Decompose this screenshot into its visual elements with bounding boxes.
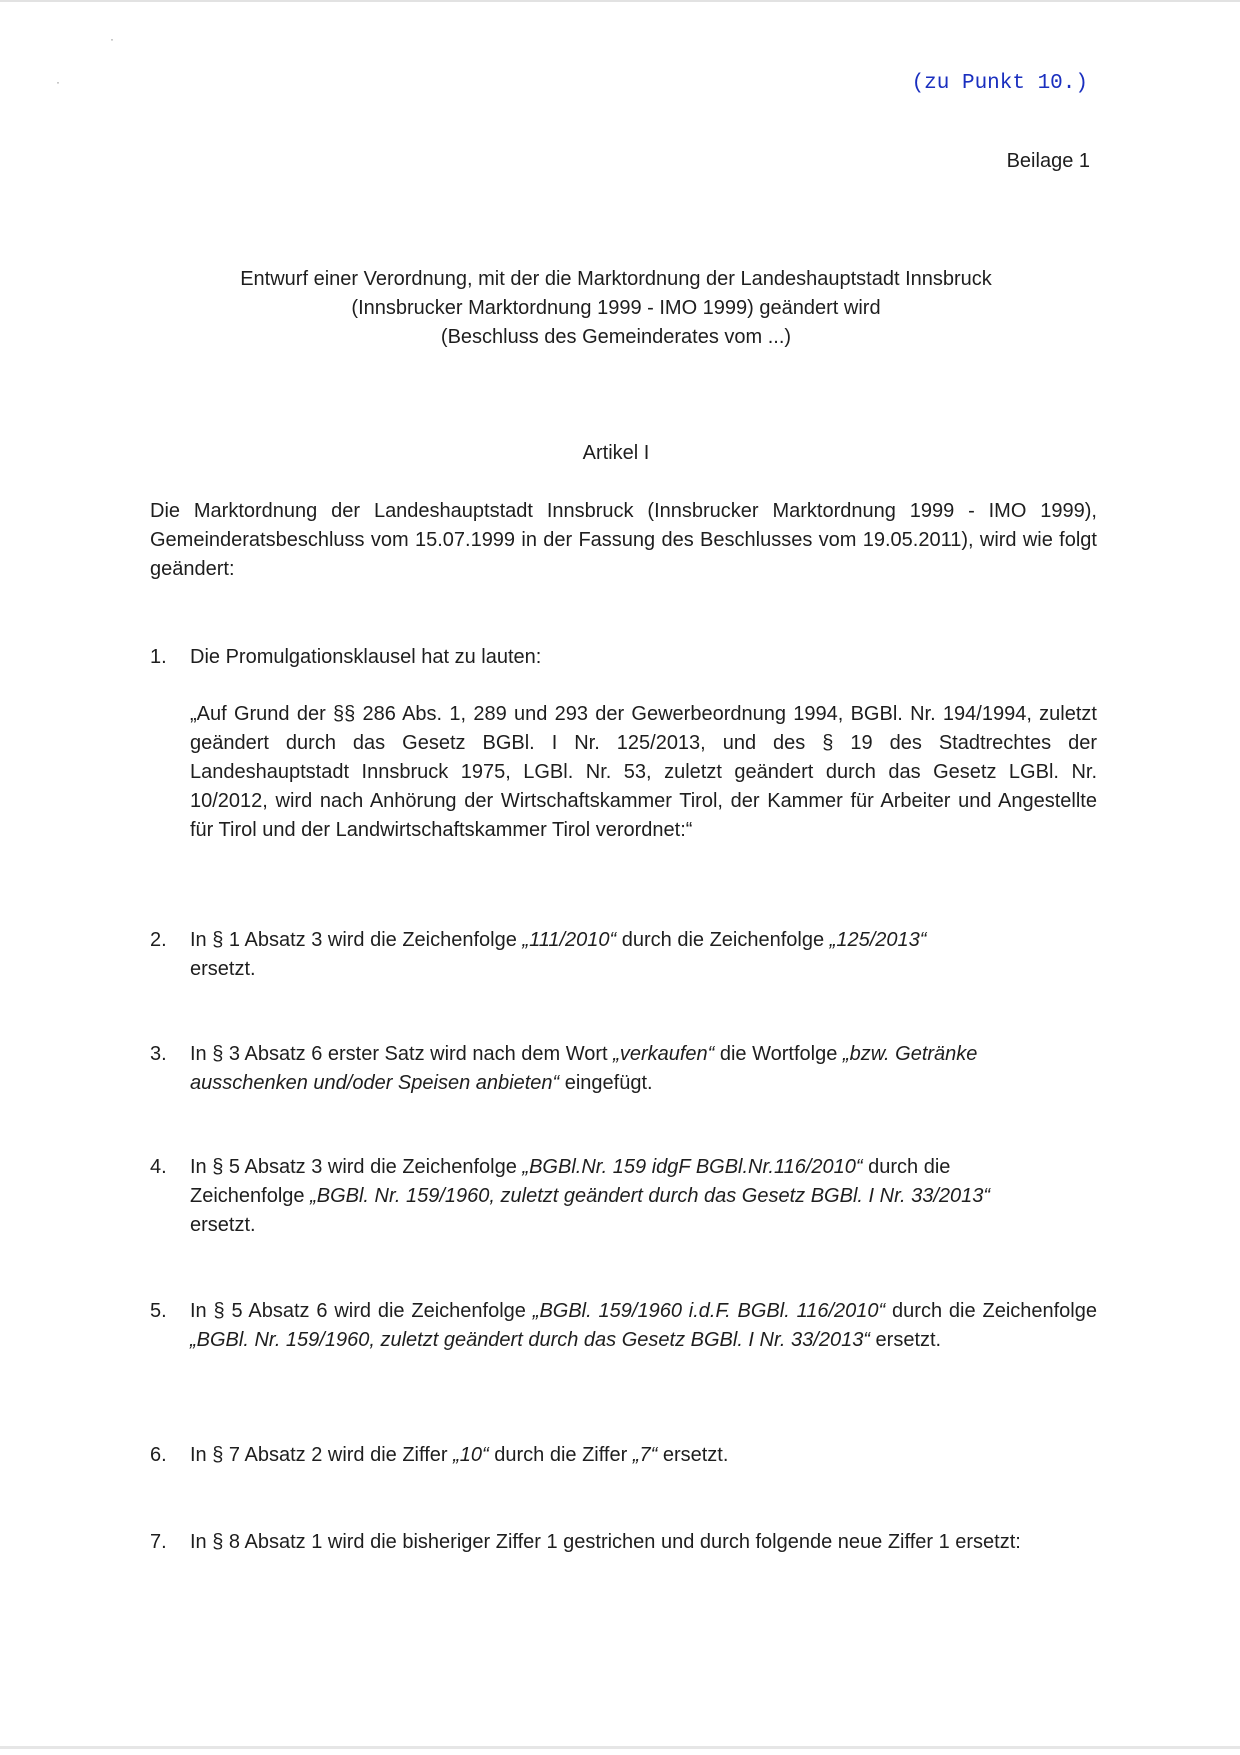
item-text-part: ersetzt.	[869, 1329, 942, 1351]
item-number: 3.	[150, 1043, 167, 1065]
list-item-6	[150, 1441, 1097, 1470]
article-heading: Artikel I	[582, 442, 650, 464]
document-title	[150, 265, 1082, 352]
item-text-part: durch die Zeichenfolge	[885, 1300, 1097, 1322]
item-text	[190, 1441, 1097, 1470]
list-item-2	[150, 926, 1097, 984]
scan-edge-top	[0, 0, 1240, 2]
item-text	[190, 1040, 1020, 1098]
item-text-part: ersetzt.	[657, 1444, 729, 1466]
item-text-emphasis: „verkaufen“	[613, 1043, 715, 1065]
item-text-part: durch die Zeichenfolge	[190, 1156, 951, 1207]
item-text-emphasis: „125/2013“	[829, 929, 927, 951]
item-text: Die Promulgationsklausel hat zu lauten:	[190, 646, 542, 668]
item-text	[190, 926, 950, 984]
item-number: 2.	[150, 929, 167, 951]
scan-edge-bottom	[0, 1746, 1240, 1749]
item-number: 1.	[150, 646, 167, 668]
item-number: 5.	[150, 1300, 167, 1322]
item-text-part: In § 3 Absatz 6 erster Satz wird nach dem Wort	[190, 1043, 614, 1065]
scan-speck: ·	[56, 75, 60, 89]
item-text-part: In § 5 Absatz 3 wird die Zeichenfolge	[190, 1156, 523, 1178]
list-item-3	[150, 1040, 1097, 1098]
item-text-emphasis: „BGBl.Nr. 159 idgF BGBl.Nr.116/2010“	[522, 1156, 863, 1178]
item-number: 4.	[150, 1156, 167, 1178]
attachment-label: Beilage 1	[1006, 150, 1090, 172]
item-text-part: durch die Zeichenfolge	[616, 929, 830, 951]
item-text-part: ersetzt.	[190, 1214, 256, 1236]
scan-speck: ·	[110, 32, 114, 46]
item-number: 6.	[150, 1444, 167, 1466]
item-text-emphasis: „111/2010“	[522, 929, 617, 951]
list-item-4	[150, 1153, 1097, 1240]
item-text	[190, 1297, 1097, 1355]
list-item-7	[150, 1528, 1097, 1557]
list-item-1	[150, 643, 1097, 672]
item-number: 7.	[150, 1531, 167, 1553]
item-text-emphasis: „BGBl. 159/1960 i.d.F. BGBl. 116/2010“	[532, 1300, 886, 1322]
title-line-3: (Beschluss des Gemeinderates vom ...)	[440, 326, 792, 348]
list-item-5	[150, 1297, 1097, 1355]
item-text-part: In § 7 Absatz 2 wird die Ziffer	[190, 1444, 454, 1466]
item-stamp: (zu Punkt 10.)	[911, 72, 1088, 95]
title-line-2: (Innsbrucker Marktordnung 1999 - IMO 1999) geändert wird	[351, 297, 881, 319]
item-text-part: ersetzt.	[190, 958, 256, 980]
title-line-1: Entwurf einer Verordnung, mit der die Marktordnung der Landeshauptstadt Innsbruck	[240, 268, 992, 290]
promulgation-clause-quote: „Auf Grund der §§ 286 Abs. 1, 289 und 293 der Gewerbeordnung 1994, BGBl. Nr. 194/1994, zuletzt geändert durch das Gesetz BGBl. I Nr. 125/2013, und des § 19 des Stadtrechtes der Landeshauptstadt Innsbruck 1975, LGBl. Nr. 53, zuletzt geändert durch das Gesetz LGBl. Nr. 10/2012, wird nach Anhörung der Wirtschaftskammer Tirol, der Kammer für Arbeiter und Angestellte für Tirol und der Landwirtschaftskammer Tirol verordnet:“	[190, 703, 1097, 841]
article-intro: Die Marktordnung der Landeshauptstadt Innsbruck (Innsbrucker Marktordnung 1999 - IMO 1999), Gemeinderatsbeschluss vom 15.07.1999 in der Fassung des Beschlusses vom 19.05.2011), wird wie folgt geändert:	[150, 500, 1097, 580]
item-text-part: In § 5 Absatz 6 wird die Zeichenfolge	[190, 1300, 533, 1322]
item-text: In § 8 Absatz 1 wird die bisheriger Ziffer 1 gestrichen und durch folgende neue Ziffer 1 ersetzt:	[190, 1531, 1021, 1553]
item-text-emphasis: „BGBl. Nr. 159/1960, zuletzt geändert durch das Gesetz BGBl. I Nr. 33/2013“	[190, 1329, 870, 1351]
item-text-emphasis: „bzw. Getränke ausschenken und/oder Speisen anbieten“	[190, 1043, 978, 1094]
item-text-part: In § 1 Absatz 3 wird die Zeichenfolge	[190, 929, 523, 951]
item-text-emphasis: „10“	[453, 1444, 489, 1466]
item-text-part: die Wortfolge	[714, 1043, 843, 1065]
item-text-emphasis: „BGBl. Nr. 159/1960, zuletzt geändert durch das Gesetz BGBl. I Nr. 33/2013“	[310, 1185, 991, 1207]
item-text-part: eingefügt.	[559, 1072, 653, 1094]
item-text-part: durch die Ziffer	[488, 1444, 633, 1466]
item-text	[190, 1153, 1050, 1240]
item-text-emphasis: „7“	[632, 1444, 658, 1466]
